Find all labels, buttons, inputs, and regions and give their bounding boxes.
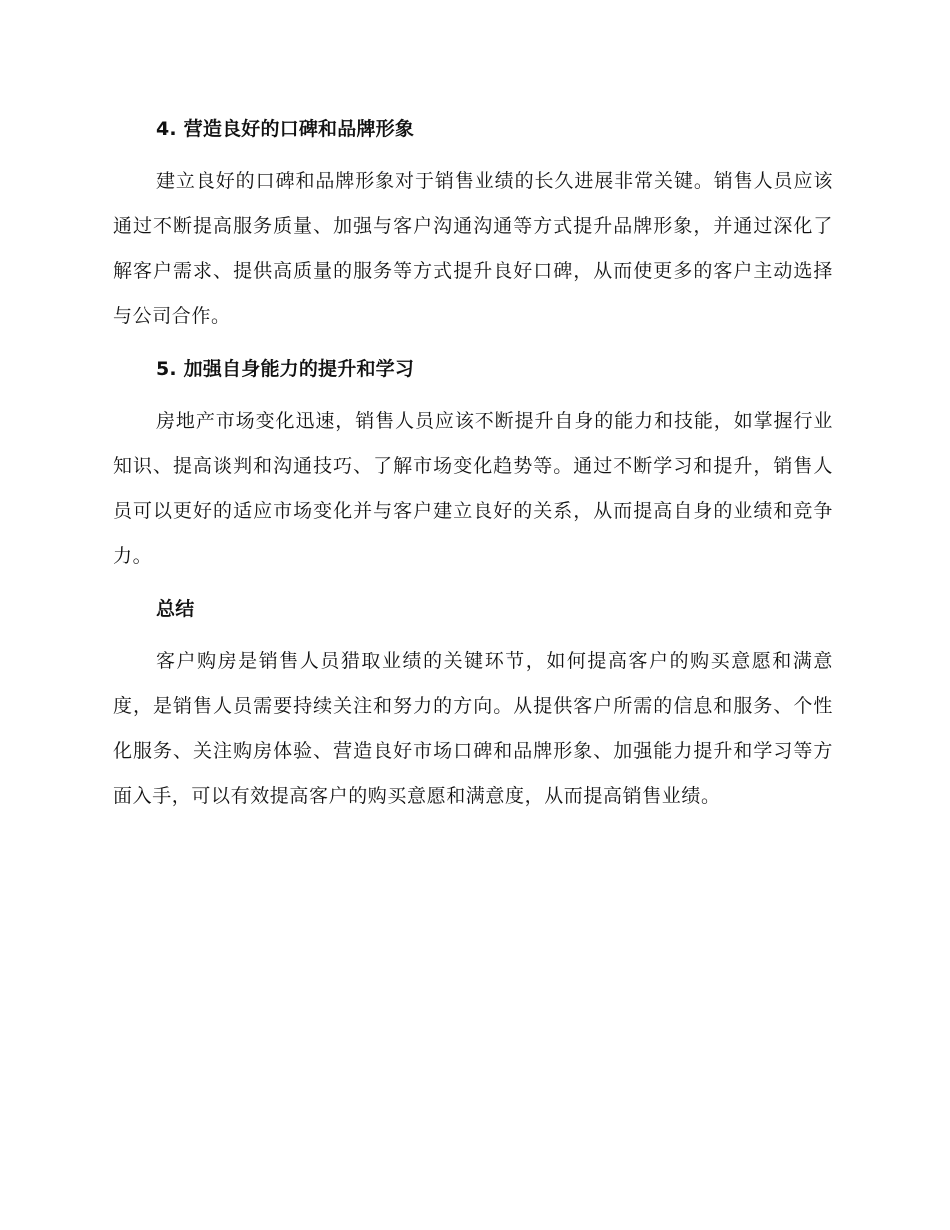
section-heading: 总结 [156, 598, 195, 620]
section-heading: 4. 营造良好的口碑和品牌形象 [156, 118, 415, 140]
section-paragraph: 房地产市场变化迅速，销售人员应该不断提升自身的能力和技能，如掌握行业知识、提高谈判和沟通技巧、了解市场变化趋势等。通过不断学习和提升，销售人员可以更好的适应市场变化并与客户建立良好的关系，从而提高自身的业绩和竞争力。 [113, 410, 833, 567]
section-paragraph: 客户购房是销售人员猎取业绩的关键环节，如何提高客户的购买意愿和满意度，是销售人员需要持续关注和努力的方向。从提供客户所需的信息和服务、个性化服务、关注购房体验、营造良好市场口碑和品牌形象、加强能力提升和学习等方面入手，可以有效提高客户的购买意愿和满意度，从而提高销售业绩。 [113, 650, 833, 807]
section-self-improvement [113, 351, 833, 579]
section-heading: 5. 加强自身能力的提升和学习 [156, 358, 415, 380]
section-paragraph: 建立良好的口碑和品牌形象对于销售业绩的长久进展非常关键。销售人员应该通过不断提高服务质量、加强与客户沟通沟通等方式提升品牌形象，并通过深化了解客户需求、提供高质量的服务等方式提升良好口碑，从而使更多的客户主动选择与公司合作。 [113, 170, 833, 327]
document-page [113, 111, 833, 831]
section-brand-image [113, 111, 833, 339]
section-summary [113, 591, 833, 819]
